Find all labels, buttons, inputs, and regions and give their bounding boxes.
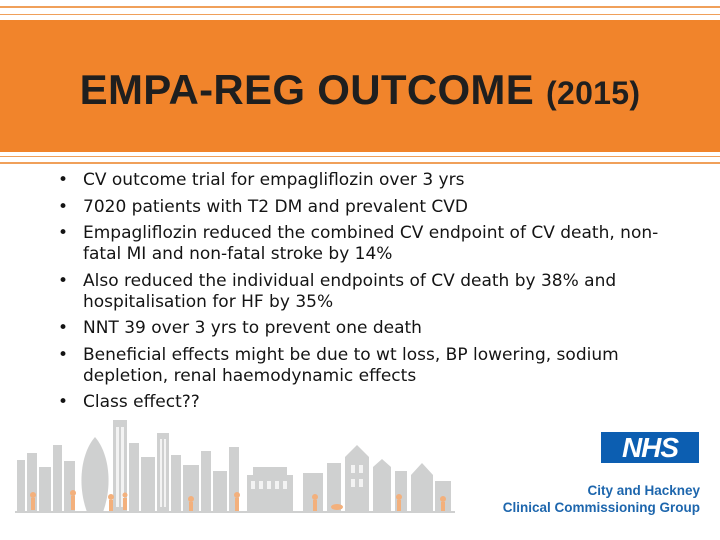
bullet-item: • 7020 patients with T2 DM and prevalent CVD: [58, 196, 469, 217]
bullet-dot-icon: •: [58, 318, 69, 338]
bullet-dot-icon: •: [58, 223, 69, 243]
bullet-item: • Class effect??: [58, 392, 200, 412]
bullet-dot-icon: •: [58, 270, 69, 291]
org-line-1: City and Hackney: [587, 483, 700, 498]
organisation-name: [503, 482, 700, 516]
title-year: (2015): [546, 75, 641, 111]
london-skyline-icon: [15, 415, 455, 515]
bullet-item: • NNT 39 over 3 yrs to prevent one death: [58, 318, 422, 338]
bullet-dot-icon: •: [58, 344, 69, 365]
bullet-item: • Also reduced the individual endpoints of CV death by 38% and hospitalisation for HF by 35%: [58, 270, 617, 312]
nhs-logo-text: NHS: [621, 431, 679, 463]
bullet-dot-icon: •: [58, 392, 69, 412]
top-accent-rule-thin: [0, 14, 720, 15]
bottom-accent-rule-thin: [0, 156, 720, 157]
nhs-logo: [601, 432, 699, 463]
top-accent-rule: [0, 6, 720, 8]
slide-title: [80, 66, 641, 114]
bullet-item: • Beneficial effects might be due to wt loss, BP lowering, sodium depletion, renal haemodynamic effects: [58, 344, 619, 386]
bottom-accent-rule: [0, 162, 720, 164]
bullet-dot-icon: •: [58, 196, 69, 217]
bullet-item: • Empagliflozin reduced the combined CV endpoint of CV death, non-fatal MI and non-fatal stroke by 14%: [58, 223, 659, 264]
bullet-item: • CV outcome trial for empagliflozin over 3 yrs: [58, 170, 465, 190]
title-band: [0, 20, 720, 152]
bullet-list: [58, 170, 668, 419]
org-line-2: Clinical Commissioning Group: [502, 500, 700, 515]
bullet-dot-icon: •: [58, 170, 69, 190]
title-main: EMPA-REG OUTCOME: [79, 66, 535, 113]
